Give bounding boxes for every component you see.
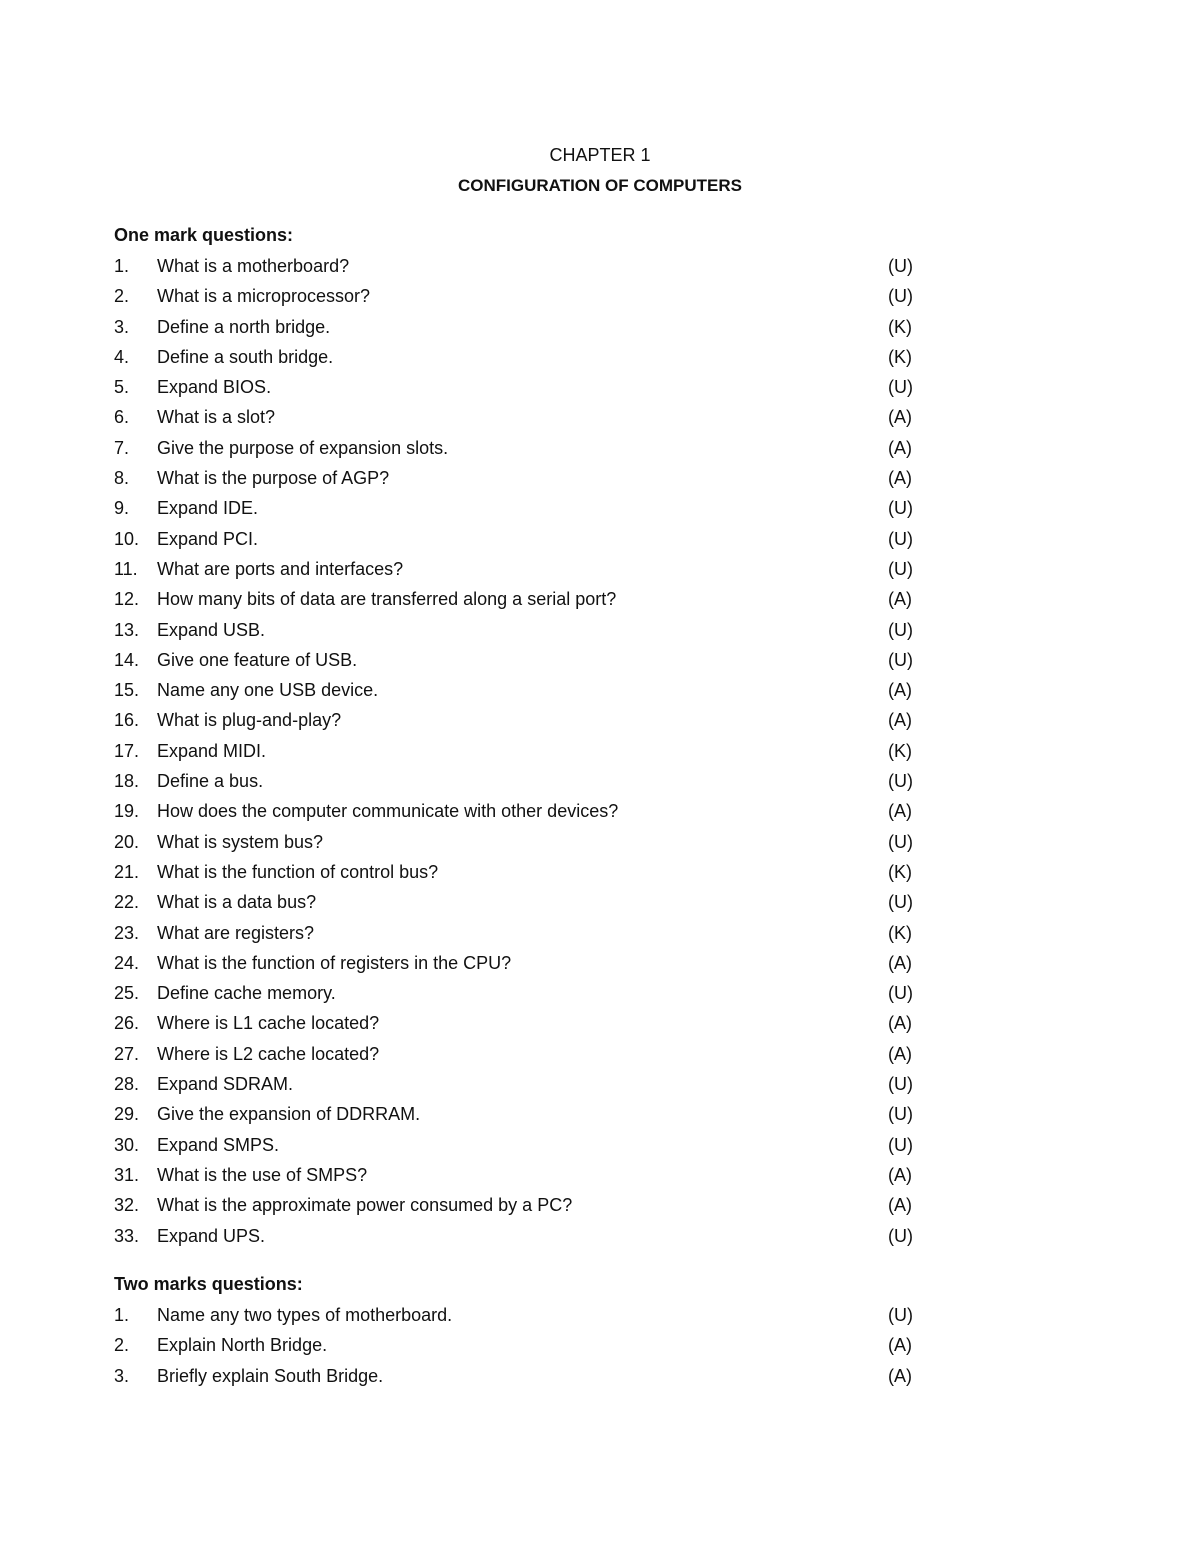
question-level-tag: (A) bbox=[888, 589, 912, 610]
question-list-two-marks bbox=[114, 1303, 934, 1394]
question-text: Where is L1 cache located? bbox=[157, 1013, 380, 1034]
question-number: 18. bbox=[114, 771, 140, 792]
question-text: Explain North Bridge. bbox=[157, 1335, 328, 1356]
question-text: Expand MIDI. bbox=[157, 740, 267, 761]
question-row bbox=[114, 345, 934, 375]
question-level-tag: (U) bbox=[888, 528, 913, 549]
question-level-tag: (U) bbox=[888, 619, 913, 640]
question-level-tag: (A) bbox=[888, 1195, 912, 1216]
question-text: What is a data bus? bbox=[157, 892, 317, 913]
question-number: 3. bbox=[114, 1365, 130, 1386]
question-text: Name any one USB device. bbox=[157, 680, 379, 701]
question-row bbox=[114, 405, 934, 435]
question-row bbox=[114, 254, 934, 284]
chapter-label: CHAPTER 1 bbox=[549, 145, 651, 165]
question-row bbox=[114, 1011, 934, 1041]
question-text: What is a microprocessor? bbox=[157, 286, 371, 307]
question-level-tag: (U) bbox=[888, 831, 913, 852]
question-level-tag: (A) bbox=[888, 468, 912, 489]
question-row bbox=[114, 618, 934, 648]
question-text: Expand UPS. bbox=[157, 1225, 266, 1246]
question-level-tag: (U) bbox=[888, 1074, 913, 1095]
question-number: 1. bbox=[114, 256, 130, 276]
question-number: 6. bbox=[114, 407, 130, 428]
question-row bbox=[114, 375, 934, 405]
question-number: 22. bbox=[114, 892, 140, 913]
question-text: Give one feature of USB. bbox=[157, 649, 358, 670]
question-text: How many bits of data are transferred along a serial port? bbox=[157, 589, 617, 610]
question-number: 26. bbox=[114, 1013, 140, 1034]
question-level-tag: (U) bbox=[888, 1305, 913, 1325]
question-number: 19. bbox=[114, 801, 140, 822]
question-number: 8. bbox=[114, 468, 130, 489]
question-text: Expand IDE. bbox=[157, 498, 259, 519]
question-number: 23. bbox=[114, 922, 140, 943]
question-text: Briefly explain South Bridge. bbox=[157, 1365, 384, 1386]
question-text: Define cache memory. bbox=[157, 983, 336, 1004]
question-row bbox=[114, 739, 934, 769]
question-row bbox=[114, 315, 934, 345]
question-list-one-mark bbox=[114, 254, 934, 1254]
question-level-tag: (A) bbox=[888, 952, 912, 973]
question-level-tag: (A) bbox=[888, 680, 912, 701]
question-text: What are ports and interfaces? bbox=[157, 558, 404, 579]
question-row bbox=[114, 436, 934, 466]
question-row bbox=[114, 587, 934, 617]
question-level-tag: (U) bbox=[888, 771, 913, 792]
question-level-tag: (A) bbox=[888, 1365, 912, 1386]
question-text: Expand BIOS. bbox=[157, 377, 272, 398]
question-text: Expand SMPS. bbox=[157, 1134, 280, 1155]
question-text: Define a north bridge. bbox=[157, 316, 331, 337]
question-level-tag: (A) bbox=[888, 1013, 912, 1034]
question-number: 1. bbox=[114, 1305, 130, 1325]
question-level-tag: (U) bbox=[888, 558, 913, 579]
question-number: 33. bbox=[114, 1225, 140, 1246]
question-row bbox=[114, 1364, 934, 1394]
question-level-tag: (A) bbox=[888, 710, 912, 731]
question-level-tag: (A) bbox=[888, 407, 912, 428]
question-number: 30. bbox=[114, 1134, 140, 1155]
question-text: Define a bus. bbox=[157, 771, 264, 792]
question-text: Expand USB. bbox=[157, 619, 266, 640]
question-number: 20. bbox=[114, 831, 140, 852]
page-title: CONFIGURATION OF COMPUTERS bbox=[458, 176, 742, 195]
question-text: What are registers? bbox=[157, 922, 315, 943]
question-level-tag: (K) bbox=[888, 861, 912, 882]
question-text: What is the function of control bus? bbox=[157, 861, 439, 882]
question-level-tag: (A) bbox=[888, 437, 912, 458]
question-level-tag: (A) bbox=[888, 1164, 912, 1185]
question-level-tag: (U) bbox=[888, 649, 913, 670]
question-row bbox=[114, 1193, 934, 1223]
question-row bbox=[114, 830, 934, 860]
question-number: 5. bbox=[114, 377, 130, 398]
question-level-tag: (K) bbox=[888, 316, 912, 337]
question-level-tag: (K) bbox=[888, 346, 912, 367]
question-text: Give the purpose of expansion slots. bbox=[157, 437, 449, 458]
question-number: 14. bbox=[114, 649, 140, 670]
question-row bbox=[114, 527, 934, 557]
question-level-tag: (U) bbox=[888, 892, 913, 913]
question-text: Expand SDRAM. bbox=[157, 1074, 294, 1095]
question-number: 16. bbox=[114, 710, 140, 731]
question-number: 2. bbox=[114, 286, 130, 307]
question-text: What is system bus? bbox=[157, 831, 324, 852]
question-level-tag: (U) bbox=[888, 1134, 913, 1155]
question-number: 10. bbox=[114, 528, 140, 549]
question-row bbox=[114, 1163, 934, 1193]
question-row bbox=[114, 284, 934, 314]
question-number: 4. bbox=[114, 346, 130, 367]
question-number: 32. bbox=[114, 1195, 140, 1216]
question-text: What is a motherboard? bbox=[157, 256, 350, 276]
question-row bbox=[114, 648, 934, 678]
question-level-tag: (A) bbox=[888, 1043, 912, 1064]
question-number: 31. bbox=[114, 1164, 140, 1185]
question-row bbox=[114, 799, 934, 829]
question-number: 28. bbox=[114, 1074, 140, 1095]
question-text: Expand PCI. bbox=[157, 528, 259, 549]
question-text: Give the expansion of DDRRAM. bbox=[157, 1104, 421, 1125]
question-row bbox=[114, 921, 934, 951]
question-text: Define a south bridge. bbox=[157, 346, 334, 367]
question-row bbox=[114, 1333, 934, 1363]
question-number: 15. bbox=[114, 680, 140, 701]
section-heading-one-mark: One mark questions: bbox=[114, 225, 294, 245]
question-row bbox=[114, 496, 934, 526]
question-text: Where is L2 cache located? bbox=[157, 1043, 380, 1064]
question-text: What is the use of SMPS? bbox=[157, 1164, 368, 1185]
question-row bbox=[114, 1102, 934, 1132]
question-number: 12. bbox=[114, 589, 140, 610]
question-row bbox=[114, 981, 934, 1011]
question-text: What is a slot? bbox=[157, 407, 276, 428]
question-number: 3. bbox=[114, 316, 130, 337]
question-text: What is the purpose of AGP? bbox=[157, 468, 390, 489]
question-row bbox=[114, 951, 934, 981]
question-level-tag: (U) bbox=[888, 1225, 913, 1246]
question-number: 24. bbox=[114, 952, 140, 973]
question-row bbox=[114, 678, 934, 708]
question-row bbox=[114, 1224, 934, 1254]
question-level-tag: (A) bbox=[888, 801, 912, 822]
question-row bbox=[114, 708, 934, 738]
question-level-tag: (U) bbox=[888, 256, 913, 276]
question-text: What is plug-and-play? bbox=[157, 710, 342, 731]
question-number: 11. bbox=[114, 558, 138, 579]
question-number: 17. bbox=[114, 740, 140, 761]
question-number: 25. bbox=[114, 983, 140, 1004]
question-level-tag: (U) bbox=[888, 286, 913, 307]
question-text: Name any two types of motherboard. bbox=[157, 1305, 453, 1325]
question-number: 9. bbox=[114, 498, 130, 519]
question-number: 7. bbox=[114, 437, 130, 458]
question-level-tag: (K) bbox=[888, 922, 912, 943]
question-row bbox=[114, 466, 934, 496]
question-level-tag: (U) bbox=[888, 983, 913, 1004]
section-heading-two-marks: Two marks questions: bbox=[114, 1274, 303, 1294]
question-level-tag: (U) bbox=[888, 377, 913, 398]
question-row bbox=[114, 860, 934, 890]
question-row bbox=[114, 1303, 934, 1333]
question-row bbox=[114, 1133, 934, 1163]
question-row bbox=[114, 769, 934, 799]
question-number: 21. bbox=[114, 861, 140, 882]
question-level-tag: (U) bbox=[888, 1104, 913, 1125]
question-number: 29. bbox=[114, 1104, 140, 1125]
question-text: What is the approximate power consumed by a PC? bbox=[157, 1195, 573, 1216]
question-text: How does the computer communicate with other devices? bbox=[157, 801, 619, 822]
question-row bbox=[114, 1072, 934, 1102]
question-row bbox=[114, 557, 934, 587]
question-number: 2. bbox=[114, 1335, 130, 1356]
question-text: What is the function of registers in the CPU? bbox=[157, 952, 512, 973]
question-level-tag: (K) bbox=[888, 740, 912, 761]
question-level-tag: (A) bbox=[888, 1335, 912, 1356]
question-number: 13. bbox=[114, 619, 140, 640]
question-number: 27. bbox=[114, 1043, 140, 1064]
question-row bbox=[114, 890, 934, 920]
question-row bbox=[114, 1042, 934, 1072]
question-level-tag: (U) bbox=[888, 498, 913, 519]
